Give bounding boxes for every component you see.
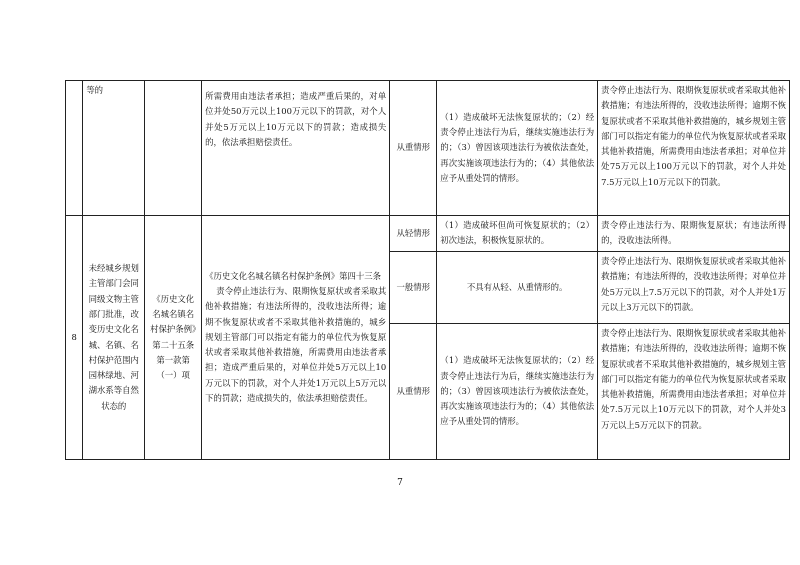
discretion-level-cell: 从轻情形: [390, 216, 437, 252]
legal-basis-cell: 《历史文化名城名镇名村保护条例》第二十五条第一款第（一）项: [145, 216, 202, 460]
penalty-table: [65, 80, 790, 460]
table-row-8-light: [66, 216, 790, 252]
page-number: 7: [397, 478, 403, 488]
legal-basis-cell: [145, 81, 202, 216]
penalty-standard-cell: 责令停止违法行为、限期恢复原状或者采取其他补救措施；有违法所得的，没收违法所得；对单位并处5万元以上7.5万元以下的罚款，对个人并处1万元以上3万元以下的罚款。: [598, 252, 790, 324]
condition-cell: （1）造成破坏无法恢复原状的；（2）经责令停止违法行为后，继续实施违法行为的；（3）曾因该项违法行为被依法查处，再次实施该项违法行为的；（4）其他依法应予从重处罚的情形。: [437, 324, 598, 460]
violation-act-cell: 等的: [83, 81, 145, 216]
row-number-cell: 8: [66, 216, 83, 460]
penalty-standard-cell: 责令停止违法行为、限期恢复原状或者采取其他补救措施；有违法所得的，没收违法所得；逾期不恢复原状或者不采取其他补救措施的，城乡规划主管部门可以指定有能力的单位代为恢复原状或者采取其他补救措施，所需费用由违法者承担；对单位并处7.5万元以上10万元以下的罚款，对个人并处3万元以上5万元以下的罚款。: [598, 324, 790, 460]
penalty-provision-cell: 《历史文化名城名镇名村保护条例》第四十三条 责令停止违法行为、限期恢复原状或者采取其他补救措施；有违法所得的，没收违法所得；逾期不恢复原状或者不采取其他补救措施的，城乡规划主管部门可以指定有能力的单位代为恢复原状或者采取其他补救措施，所需费用由违法者承担；造成严重后果的，对单位并处5万元以上10万元以下的罚款，对个人并处1万元以上5万元以下的罚款；造成损失的，依法承担赔偿责任。: [202, 216, 390, 460]
penalty-provision-cell: 所需费用由违法者承担；造成严重后果的，对单位并处50万元以上100万元以下的罚款，对个人并处5万元以上10万元以下的罚款；造成损失的，依法承担赔偿责任。: [202, 81, 390, 216]
discretion-level-cell: 从重情形: [390, 324, 437, 460]
penalty-standard-cell: 责令停止违法行为、限期恢复原状；有违法所得的，没收违法所得。: [598, 216, 790, 252]
condition-cell: （1）造成破坏但尚可恢复原状的；（2）初次违法，积极恢复原状的。: [437, 216, 598, 252]
discretion-level-cell: 一般情形: [390, 252, 437, 324]
table-row-continued: [66, 81, 790, 216]
violation-act-cell: 未经城乡规划主管部门会同同级文物主管部门批准，改变历史文化名城、名镇、名村保护范围内园林绿地、河湖水系等自然状态的: [83, 216, 145, 460]
row-number-cell: [66, 81, 83, 216]
condition-cell: （1）造成破坏无法恢复原状的；（2）经责令停止违法行为后，继续实施违法行为的；（3）曾因该项违法行为被依法查处，再次实施该项违法行为的；（4）其他依法应予从重处罚的情形。: [437, 81, 598, 216]
penalty-standard-cell: 责令停止违法行为、限期恢复原状或者采取其他补救措施；有违法所得的，没收违法所得；逾期不恢复原状或者不采取其他补救措施的，城乡规划主管部门可以指定有能力的单位代为恢复原状或者采取其他补救措施，所需费用由违法者承担；对单位并处75万元以上100万元以下的罚款，对个人并处7.5万元以上10万元以下的罚款。: [598, 81, 790, 216]
discretion-level-cell: 从重情形: [390, 81, 437, 216]
condition-cell: 不具有从轻、从重情形的。: [437, 252, 598, 324]
